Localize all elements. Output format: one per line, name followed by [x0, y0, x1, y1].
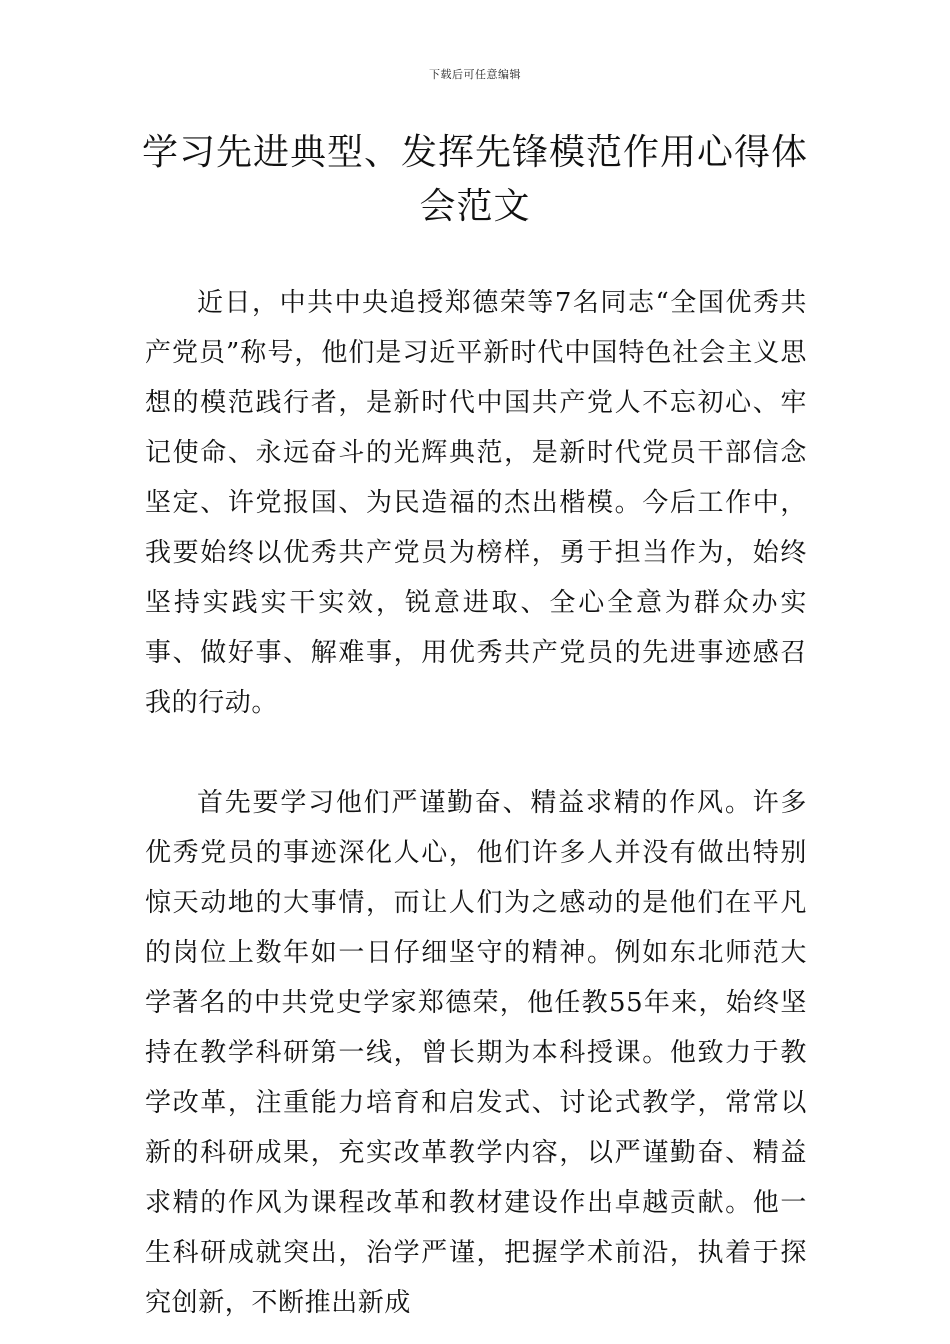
paragraph-1: 近日，中共中央追授郑德荣等7名同志“全国优秀共产党员”称号，他们是习近平新时代中国特色社会主义思想的模范践行者，是新时代中国共产党人不忘初心、牢记使命、永远奋斗的光辉典范，是新时代党员干部信念坚定、许党报国、为民造福的杰出楷模。今后工作中，我要始终以优秀共产党员为榜样，勇于担当作为，始终坚持实践实干实效，锐意进取、全心全意为群众办实事、做好事、解难事，用优秀共产党员的先进事迹感召我的行动。 [145, 288, 807, 718]
document-title: 学习先进典型、发挥先锋模范作用心得体会范文 [141, 132, 808, 227]
header-note: 下载后可任意编辑 [429, 68, 521, 81]
document-body [145, 278, 807, 1328]
paragraph-2: 首先要学习他们严谨勤奋、精益求精的作风。许多优秀党员的事迹深化人心，他们许多人并没有做出特别惊天动地的大事情，而让人们为之感动的是他们在平凡的岗位上数年如一日仔细坚守的精神。例如东北师范大学著名的中共党史学家郑德荣，他任教55年来，始终坚持在教学科研第一线，曾长期为本科授课。他致力于教学改革，注重能力培育和启发式、讨论式教学，常常以新的科研成果，充实改革教学内容，以严谨勤奋、精益求精的作风为课程改革和教材建设作出卓越贡献。他一生科研成就突出，治学严谨，把握学术前沿，执着于探究创新，不断推出新成 [145, 788, 807, 1318]
